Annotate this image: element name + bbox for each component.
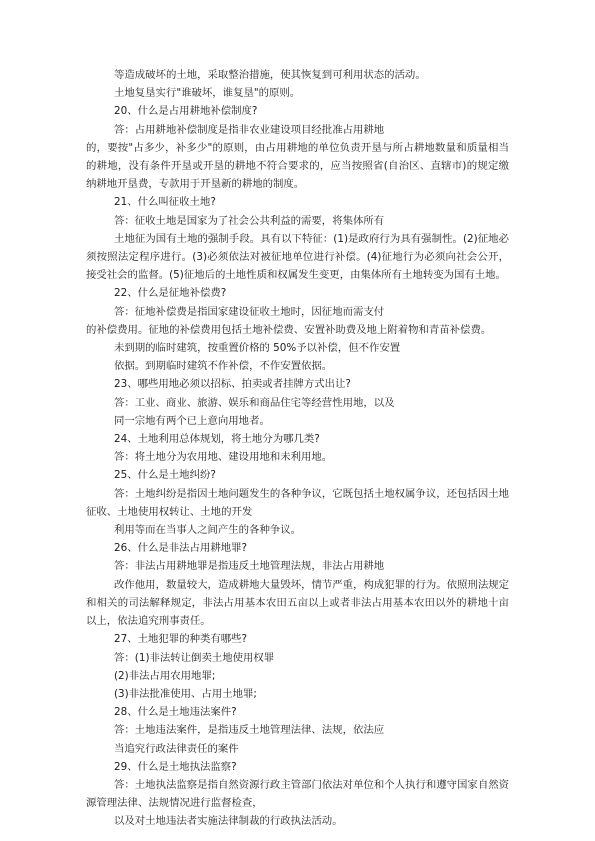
question-27-heading: 27、土地犯罪的种类有哪些? xyxy=(114,633,248,646)
answer-29-paragraph: 答：土地执法监察是指自然资源行政主管部门依法对单位和个人执行和遵守国家自然资源管理法律、法规情况进行监督检查， xyxy=(86,778,509,810)
answer-28-first-line: 答：土地违法案件，是指违反土地管理法律、法规，依法应 xyxy=(114,724,385,737)
question-22-heading: 22、什么是征地补偿费? xyxy=(114,287,227,300)
question-21-heading: 21、什么叫征收土地? xyxy=(114,196,216,209)
answer-21-paragraph: 土地征为国有土地的强制手段。具有以下特征：(1)是政府行为具有强制性。(2)征地必须按照法定程序进行。(3)必须依法对被征地单位进行补偿。(4)征地行为必须向社会公开，接受社会的监督。(5)征地后的土地性质和权属发生变更，由集体所有土地转变为国有土地。 xyxy=(86,232,509,282)
answer-21-first-line: 答：征收土地是国家为了社会公共利益的需要，将集体所有 xyxy=(114,214,385,227)
answer-27-item-2: (2)非法占用农用地罪; xyxy=(114,669,216,682)
answer-28-second-line: 当追究行政法律责任的案件 xyxy=(114,742,239,755)
answer-22-first-line: 答：征地补偿费是指国家建设征收土地时，因征地而需支付 xyxy=(114,305,385,318)
answer-26-first-line: 答：非法占用耕地罪是指违反土地管理法规，非法占用耕地 xyxy=(114,560,385,573)
question-24-heading: 24、土地利用总体规划，将土地分为哪几类? xyxy=(114,433,320,446)
answer-25-last-line: 利用等而在当事人之间产生的各种争议。 xyxy=(114,524,302,537)
answer-24-line: 答：将土地分为农用地、建设用地和未利用地。 xyxy=(114,451,333,464)
question-20-heading: 20、什么是占用耕地补偿制度? xyxy=(114,105,258,118)
answer-25-paragraph: 答：土地纠纷是指因土地问题发生的各种争议，它既包括土地权属争议，还包括因土地征收、土地使用权转让、土地的开发 xyxy=(86,487,509,518)
answer-29-last-line: 以及对土地违法者实施法律制裁的行政执法活动。 xyxy=(114,815,343,828)
answer-23-first-line: 答：工业、商业、旅游、娱乐和商品住宅等经营性用地，以及 xyxy=(114,396,395,409)
answer-27-item-3: (3)非法批准使用、占用土地罪; xyxy=(114,687,257,700)
question-29-heading: 29、什么是土地执法监察? xyxy=(114,760,237,773)
answer-22-temp-building-line: 未到期的临时建筑，按重置价格的 50%予以补偿，但不作安置 xyxy=(114,342,401,355)
line-0: 等造成破坏的土地，采取整治措施，使其恢复到可利用状态的活动。 xyxy=(114,69,426,81)
answer-22-paragraph: 的补偿费用。征地的补偿费用包括土地补偿费、安置补助费及地上附着物和青苗补偿费。 xyxy=(86,323,492,336)
question-23-heading: 23、哪些用地必须以招标、拍卖或者挂牌方式出让? xyxy=(114,378,351,391)
question-26-heading: 26、什么是非法占用耕地罪? xyxy=(114,542,248,555)
answer-23-second-line: 同一宗地有两个已上意向用地者。 xyxy=(114,414,270,427)
answer-27-item-1: 答：(1)非法转让倒卖土地使用权罪 xyxy=(114,651,275,664)
line-1: 土地复垦实行"谁破坏，谁复垦"的原则。 xyxy=(114,87,301,100)
answer-20-first-line: 答：占用耕地补偿制度是指非农业建设项目经批准占用耕地 xyxy=(114,123,385,136)
answer-20-paragraph: 的，要按"占多少，补多少"的原则，由占用耕地的单位负责开垦与所占耕地数量和质量相当的耕地，没有条件开垦或开垦的耕地不符合要求的，应当按照省(自治区、直辖市)的规定缴纳耕地开垦费，专款用于开垦新的耕地的制度。 xyxy=(86,141,509,191)
answer-26-paragraph: 改作他用，数量较大，造成耕地大量毁坏，情节严重，构成犯罪的行为。依照刑法规定和相关的司法解释规定，非法占用基本农田五亩以上或者非法占用基本农田以外的耕地十亩以上，依法追究刑事责任。 xyxy=(86,578,509,628)
question-25-heading: 25、什么是土地纠纷? xyxy=(114,469,216,482)
question-28-heading: 28、什么是土地违法案件? xyxy=(114,706,237,719)
answer-22-basis-line: 依据。到期临时建筑不作补偿，不作安置依据。 xyxy=(114,360,333,373)
